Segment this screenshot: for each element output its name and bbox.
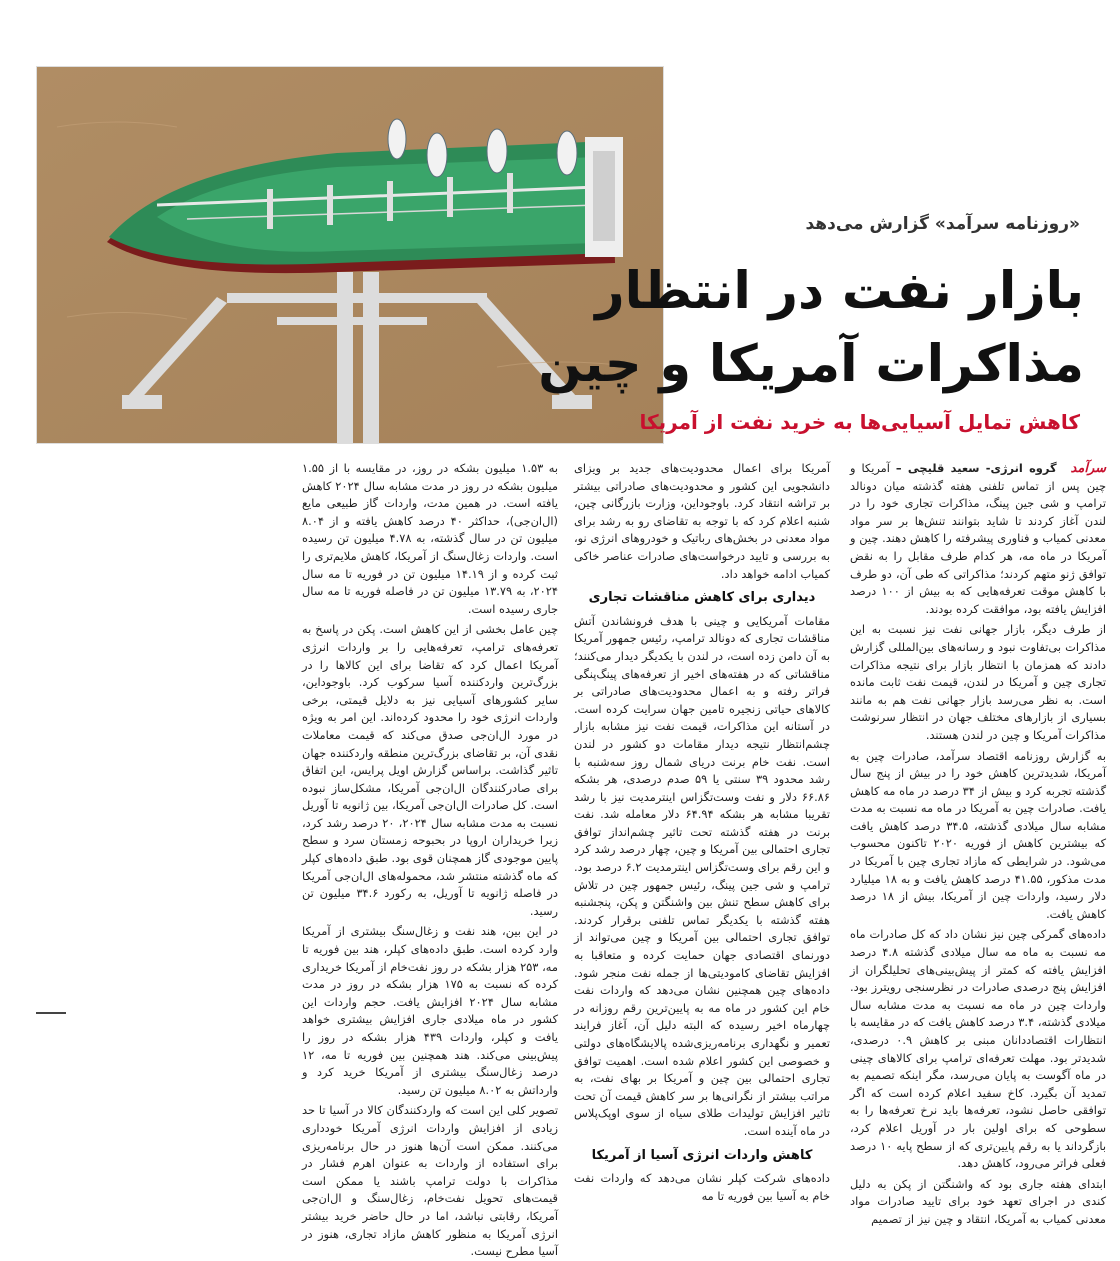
- paragraph: داده‌های شرکت کپلر نشان می‌دهد که واردات نفت خام به آسیا بین فوریه تا مه: [574, 1171, 830, 1203]
- headline-line-2: مذاکرات آمریکا و چین: [538, 335, 1084, 394]
- subheadline: کاهش تمایل آسیایی‌ها به خرید نفت از آمریکا: [639, 410, 1080, 434]
- article-column-2: [574, 460, 830, 1203]
- newspaper-logo: سرآمد: [1070, 461, 1107, 476]
- section-heading: کاهش واردات انرژی آسیا از آمریکا: [591, 1147, 813, 1163]
- paragraph: داده‌های گمرکی چین نیز نشان داد که کل صادرات ماه مه نسبت به ماه مه سال میلادی گذشته ۴.۸ درصد افزایش یافته که کمتر از پیش‌بینی‌های تحلیلگران از افزایش پنج درصدی صادرات در نظرسنجی رویترز بود. واردات چین در ماه مه نسبت به مدت مشابه سال میلادی گذشته، ۳.۴ درصد کاهش یافت که در مقایسه با انتظارات اقتصاددانان مبنی بر کاهش ۰.۹ درصدی، شدیدتر بود. مهلت تعرفه‌ای ترامپ برای کالاهای چینی در ماه آگوست به پایان می‌رسد، مگر اینکه تصمیم به تمدید آن بگیرد. کاخ سفید اعلام کرده است که اگر توافقی حاصل نشود، تعرفه‌ها باید نرخ تعرفه‌ها را به سطوحی که برای اولین بار در آوریل اعلام کرد، بازگرداند یا به رقم پایین‌تری که از سطح پایه ۱۰ درصد فعلی فراتر می‌رود، کاهش دهد.: [850, 927, 1107, 1171]
- paragraph: آمریکا و چین پس از تماس تلفنی هفته گذشته میان دونالد ترامپ و شی جین پینگ، مذاکرات تجاری خود را در لندن آغاز کردند تا شاید بتوانند تنش‌ها بر سر مواد معدنی کمیاب و فناوری پیشرفته را کاهش دهند. چین و آمریکا در ماه مه، هر کدام طرف مقابل را به نقض توافق ژنو متهم کردند؛ مذاکراتی که طی آن، دو طرف با کاهش موقت تعرفه‌هایی که به بیش از ۱۰۰ درصد افزایش یافته بود، موافقت کرده بودند.: [850, 461, 1106, 616]
- paragraph: چین عامل بخشی از این کاهش است. پکن در پاسخ به تعرفه‌های ترامپ، تعرفه‌هایی را بر واردات انرژی آمریکا اعمال کرد که تقاضا برای این کالاها را در بزرگ‌ترین واردکننده آسیا سرکوب کرد. باوجوداین، سایر کشورهای آسیایی نیز به دلایل قیمتی، برخی واردات انرژی خود را محدود کرده‌اند. این امر به ویژه در مورد ال‌ان‌جی صدق می‌کند که قیمت معاملات نقدی آن، بر تقاضای بزرگ‌ترین منطقه واردکننده جهان تاثیر گذاشت. براساس گزارش اویل پرایس، این اتفاق برای صادرکنندگان ال‌ان‌جی آمریکا، مشکل‌ساز نبوده است. کل صادرات ال‌ان‌جی آمریکا، بین ژانویه تا آوریل نسبت به مدت مشابه سال ۲۰۲۴، ۲۰ درصد رشد کرد، زیرا خریداران اروپا در بحبوحه زمستان سرد و سطح پایین موجودی گاز همچنان قوی بود. طبق داده‌های کپلر که ماه گذشته منتشر شد، محموله‌های ال‌ان‌جی آمریکا در فاصله ژانویه تا آوریل، به رکورد ۳۴.۶ میلیون تن رسید.: [302, 622, 558, 918]
- paragraph: ابتدای هفته جاری بود که واشنگتن از پکن به دلیل کندی در اجرای تعهد خود برای تایید صادرات مواد معدنی کمیاب به آمریکا، انتقاد و چین نیز از تصمیم: [850, 1176, 1106, 1226]
- section-heading: دیداری برای کاهش مناقشات تجاری: [588, 590, 816, 606]
- article-column-3: [302, 460, 559, 1259]
- paragraph: به گزارش روزنامه اقتصاد سرآمد، صادرات چین به آمریکا، شدیدترین کاهش خود را در بیش از پنج سال گذشته تجربه کرد و بیش از ۳۴ درصد در ماه مه کاهش یافت. صادرات چین به آمریکا در ماه مه نسبت به مدت مشابه سال میلادی گذشته، ۳۴.۵ درصد کاهش یافت که بیشترین کاهش از فوریه ۲۰۲۰ تاکنون محسوب می‌شود. در شرایطی که مازاد تجاری چین با آمریکا در مدت مذکور، ۴۱.۵۵ درصد کاهش یافت و به ۱۸ میلیارد دلار رسید، واردات چین از آمریکا، بیش از ۱۸ درصد کاهش یافت.: [850, 748, 1107, 921]
- paragraph: به ۱.۵۳ میلیون بشکه در روز، در مقایسه با از ۱.۵۵ میلیون بشکه در روز در مدت مشابه سال ۲۰۲۴ کاهش یافته است. در همین مدت، واردات گاز طبیعی مایع (ال‌ان‌جی)، حداکثر ۴۰ درصد کاهش یافته و از ۸.۰۴ میلیون تن در سال گذشته، به ۴.۷۸ میلیون تن رسیده است. واردات زغال‌سنگ از آمریکا، کاهش ملایم‌تری را ثبت کرده و از ۱۴.۱۹ میلیون تن در فوریه تا مه سال ۲۰۲۴، به ۱۳.۷۹ میلیون تن در فاصله فوریه تا مه سال جاری رسیده است.: [302, 461, 559, 616]
- article-column-1: [850, 460, 1107, 1226]
- paragraph: مقامات آمریکایی و چینی با هدف فرونشاندن آتش مناقشات تجاری که دونالد ترامپ، رئیس جمهور آمریکا به آن دامن زده است، در لندن با یکدیگر دیدار می‌کنند؛ مناقشاتی که در هفته‌های اخیر از تعرفه‌های پینگ‌پنگی فراتر رفته و به اعمال محدودیت‌های صادراتی بر کالاهای حیاتی زنجیره تامین جهان سرایت کرده است. در آستانه این مذاکرات، قیمت نفت نیز مشابه بازار چشم‌انتظار نتیجه دیدار مقامات دو کشور در لندن است. نفت خام برنت دریای شمال روز سه‌شنبه با رشد محدود ۳۹ سنتی یا ۵۹ صدم درصدی، هر بشکه ۶۶.۸۶ دلار و نفت وست‌تگزاس اینترمدیت نیز با رشد تقریبا مشابه هر بشکه ۶۴.۹۴ دلار معامله شد. نفت برنت در هفته گذشته تحت تاثیر چشم‌انداز توافق تجاری احتمالی بین آمریکا و چین، چهار درصد رشد کرد و این رقم برای وست‌تگزاس اینترمدیت ۶.۲ درصد بود. ترامپ و شی جین پینگ، رئیس جمهور چین در تلاش برای کاهش سطح تنش بین واشنگتن و پکن، پنجشنبه هفته گذشته با یکدیگر تماس تلفنی برقرار کردند. توافق تجاری احتمالی بین آمریکا و چین می‌تواند از دورنمای اقتصادی جهان حمایت کرده و متعاقبا به افزایش تقاضای کامودیتی‌ها از جمله نفت منجر شود. داده‌های چین همچنین نشان می‌دهد که واردات نفت خام این کشور در ماه مه به پایین‌ترین رقم روزانه در چهارماه اخیر رسیده که البته دلیل آن، آغاز فرایند تعمیر و نگهداری برنامه‌ریزی‌شده پالایشگاه‌های دولتی و خصوصی این کشور اعلام شده است. اهمیت توافق تجاری احتمالی بین چین و آمریکا بر بهای نفت، به مراتب بیشتر از نگرانی‌ها بر سر کاهش قیمت آن تحت تاثیر افزایش تولیدات طلای سیاه از سوی اوپک‌پلاس در ماه آینده است.: [574, 613, 830, 1138]
- kicker: «روزنامه سرآمد» گزارش می‌دهد: [805, 214, 1080, 234]
- byline-paragraph: [850, 460, 1106, 618]
- headline-line-1: بازار نفت در انتظار: [595, 262, 1084, 321]
- paragraph: در این بین، هند نفت و زغال‌سنگ بیشتری از آمریکا وارد کرده است. طبق داده‌های کپلر، هند بین فوریه تا مه، ۲۵۳ هزار بشکه در روز نفت‌خام از آمریکا خریداری کرده که نسبت به ۱۷۵ هزار بشکه در روز در مدت مشابه سال ۲۰۲۴ افزایش یافت. حجم واردات این کشور در ماه میلادی جاری افزایش بیشتری خواهد یافت و کپلر، واردات ۴۳۹ هزار بشکه در روز را پیش‌بینی می‌کند. هند همچنین بین فوریه تا مه، ۱۲ درصد زغال‌سنگ بیشتری از آمریکا خرید کرد و وارداتش به ۸.۰۲ میلیون تن رسید.: [302, 924, 559, 1097]
- divider: [36, 1012, 66, 1014]
- paragraph: از طرف دیگر، بازار جهانی نفت نیز نسبت به این مذاکرات بی‌تفاوت نبود و رسانه‌های بین‌المللی گزارش دادند که همزمان با انتظار بازار برای نتیجه مذاکرات تجاری چین و آمریکا در لندن، قیمت نفت ثابت مانده است. به نظر می‌رسد بازار جهانی نفت هم به مانند بسیاری از بازارهای مختلف جهان در انتظار سرنوشت مذاکرات آمریکا و چین در لندن هستند.: [850, 622, 1106, 742]
- paragraph: تصویر کلی این است که واردکنندگان کالا در آسیا تا حد زیادی از افزایش واردات انرژی آمریکا خودداری می‌کنند. ممکن است آن‌ها هنوز در حال برنامه‌ریزی برای استفاده از واردات به عنوان اهرم فشار در مذاکرات با دولت ترامپ باشند یا ممکن است قیمت‌های تحویل نفت‌خام، زغال‌سنگ و ال‌ان‌جی آمریکا، رقابتی نباشد، اما در حال حاضر خرید بیشتر انرژی آمریکا به منظور کاهش مازاد تجاری، هنوز در آسیا مطرح نیست.: [302, 1103, 558, 1259]
- byline: گروه انرژی- سعید قلیچی –: [895, 461, 1057, 475]
- paragraph: آمریکا برای اعمال محدودیت‌های جدید بر ویزای دانشجویی این کشور و محدودیت‌های صادراتی بیشتر بر تراشه انتقاد کرد. باوجوداین، وزارت بازرگانی چین، شنبه اعلام کرد که با توجه به تقاضای رو به رشد برای مواد معدنی در بخش‌های رباتیک و خودروهای انرژی نو، به بررسی و تایید درخواست‌های صادرات عناصر خاکی کمیاب ادامه خواهد داد.: [574, 461, 830, 581]
